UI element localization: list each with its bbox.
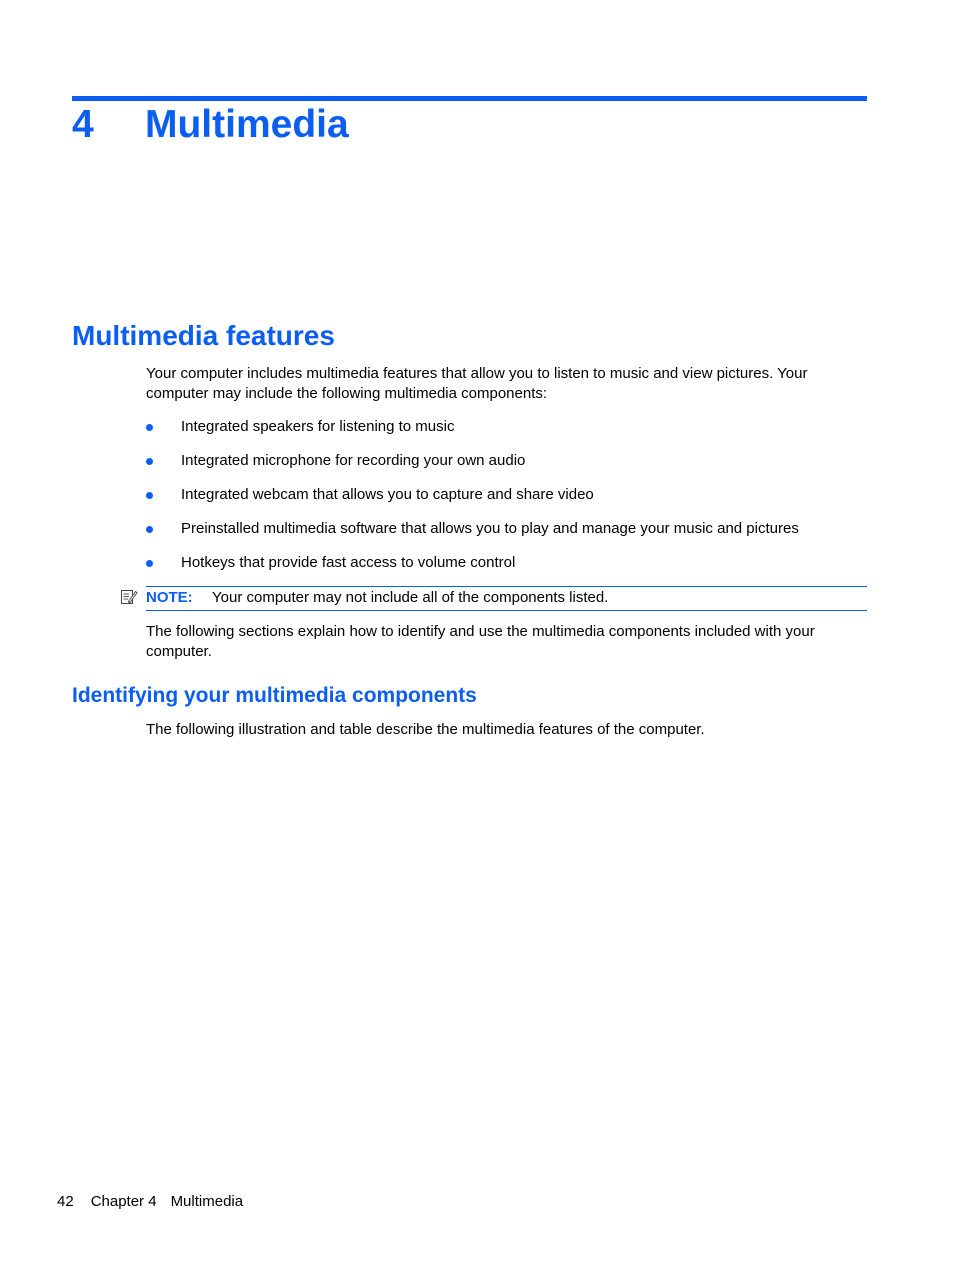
list-item [146,485,868,519]
bullet-icon [146,526,153,533]
list-item-text: Integrated webcam that allows you to capture and share video [181,486,594,503]
bullet-icon [146,492,153,499]
section-title: Multimedia features [72,320,335,351]
note-box [146,586,867,611]
intro-paragraph: Your computer includes multimedia features that allow you to listen to music and view pictures. Your computer may include the following multimedia components: [146,365,808,402]
footer-chapter-title: Multimedia [170,1193,244,1210]
page-footer [57,1192,243,1212]
list-item [146,417,868,451]
component-list [146,417,868,587]
chapter-number: 4 [72,103,94,146]
list-item [146,451,868,485]
followup-paragraph: The following sections explain how to identify and use the multimedia components included with your computer. [146,623,815,660]
subsection-paragraph: The following illustration and table describe the multimedia features of the computer. [146,721,705,738]
list-item-text: Hotkeys that provide fast access to volume control [181,554,516,571]
list-item-text: Preinstalled multimedia software that allows you to play and manage your music and pictures [181,520,799,537]
list-item-text: Integrated microphone for recording your own audio [181,452,526,469]
note-text: Your computer may not include all of the components listed. [212,589,609,606]
chapter-title: Multimedia [145,103,349,146]
bullet-icon [146,424,153,431]
bullet-icon [146,458,153,465]
note-label: NOTE: [146,589,193,606]
footer-chapter-label: Chapter 4 [90,1193,157,1210]
subsection-title: Identifying your multimedia components [72,684,477,707]
page-number: 42 [57,1193,74,1210]
list-item-text: Integrated speakers for listening to music [181,418,455,435]
note-icon [120,588,138,606]
bullet-icon [146,560,153,567]
list-item [146,553,868,587]
list-item [146,519,868,553]
